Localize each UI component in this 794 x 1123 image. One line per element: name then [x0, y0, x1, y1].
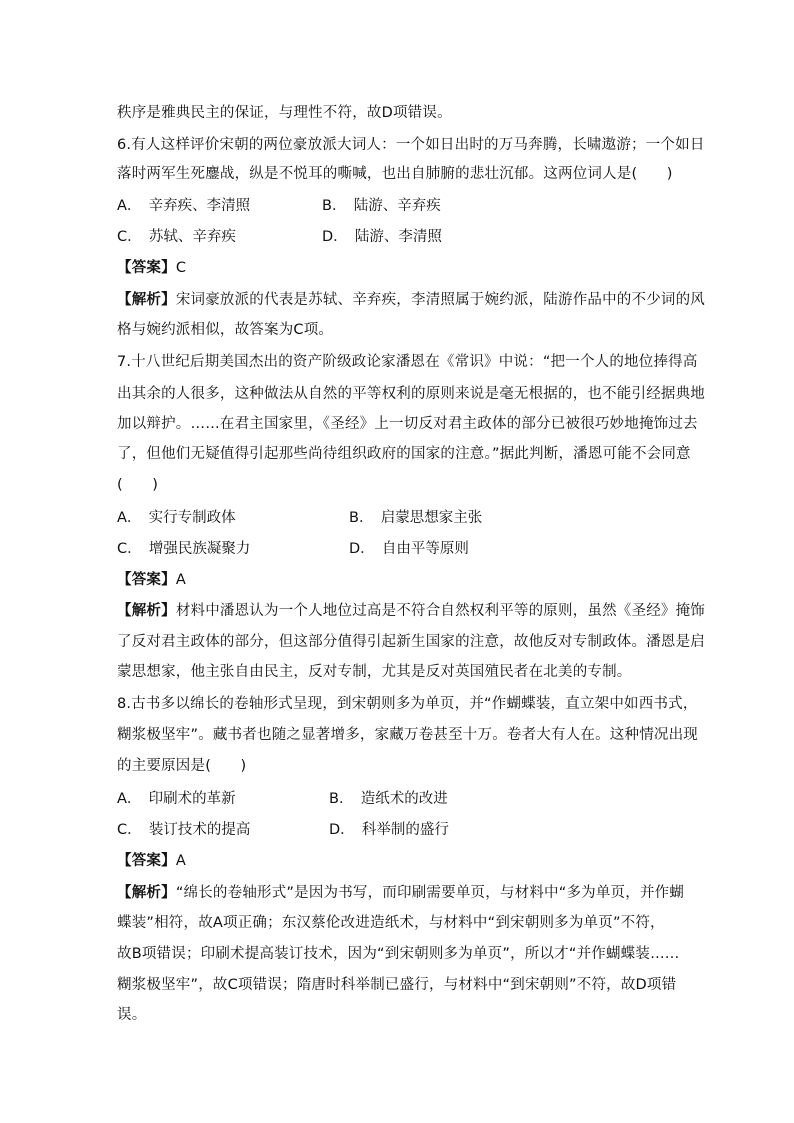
q8-analysis-line-5: 误。: [117, 1007, 147, 1023]
q7-option-b: B． 启蒙思想家主张: [349, 510, 483, 526]
answer-value: C: [175, 260, 187, 276]
q7-analysis-line-3: 蒙思想家，他主张自由民主，反对专制，尤其是反对英国殖民者在北美的专制。: [117, 664, 632, 680]
q7-answer: [117, 570, 186, 590]
q6-answer: [117, 258, 186, 278]
q6-stem-line-1: 6.有人这样评价宋朝的两位豪放派大词人：一个如日出时的万马奔腾，长啸遨游；一个如日: [117, 137, 705, 153]
q8-analysis-line-3: 故B项错误；印刷术提高装订技术，因为“到宋朝则多为单页”，所以才“并作蝴蝶装……: [117, 946, 680, 962]
q6-option-b: B． 陆游、辛弃疾: [322, 198, 441, 214]
q7-stem-line-2: 出其余的人很多，这种做法从自然的平等权利的原则来说是毫无根据的，也不能引经据典地: [117, 386, 705, 402]
analysis-tag: 【解析】: [117, 292, 176, 308]
answer-tag: 【答案】: [117, 853, 176, 869]
q6-option-a: A． 辛弃疾、李清照: [117, 198, 251, 214]
q8-stem-line-2: 糊浆极坚牢”。藏书者也随之显著增多，家藏万卷甚至十万。卷者大有人在。这种情况出现: [117, 727, 699, 743]
q7-analysis-line-1: [117, 601, 705, 621]
answer-value: A: [175, 572, 186, 588]
q8-option-b: B． 造纸术的改进: [329, 791, 448, 807]
q8-stem-line-3: 的主要原因是( ): [117, 758, 247, 774]
q7-option-a: A． 实行专制政体: [117, 510, 236, 526]
analysis-tag: 【解析】: [117, 603, 176, 619]
answer-tag: 【答案】: [117, 260, 176, 276]
analysis-text: 材料中潘恩认为一个人地位过高是不符合自然权利平等的原则，虽然《圣经》掩饰: [175, 603, 706, 619]
analysis-text: 宋词豪放派的代表是苏轼、辛弃疾，李清照属于婉约派，陆游作品中的不少词的风: [175, 292, 706, 308]
q7-analysis-line-2: 了反对君主政体的部分，但这部分值得引起新生国家的注意，故他反对专制政体。潘恩是启: [117, 634, 705, 650]
q6-option-d: D． 陆游、李清照: [322, 229, 442, 245]
q8-option-a: A． 印刷术的革新: [117, 791, 236, 807]
answer-tag: 【答案】: [117, 572, 176, 588]
q6-stem-line-2: 落时两军生死鏖战，纵是不悦耳的嘶喊，也出自肺腑的悲壮沉郁。这两位词人是( ): [117, 166, 673, 182]
q7-option-c: C． 增强民族凝聚力: [117, 541, 251, 557]
q8-option-c: C． 装订技术的提高: [117, 822, 251, 838]
q8-option-d: D． 科举制的盛行: [329, 822, 449, 838]
q7-stem-line-4: 了，但他们无疑值得引起那些尚待组织政府的国家的注意。”据此判断，潘恩可能不会同意: [117, 446, 691, 462]
q8-stem-line-1: 8.古书多以绵长的卷轴形式呈现，到宋朝则多为单页，并“作蝴蝶装，直立架中如西书式，: [117, 696, 698, 712]
q7-stem-line-3: 加以辩护。……在君主国家里，《圣经》上一切反对君主政体的部分已被很巧妙地掩饰过去: [117, 416, 698, 432]
answer-value: A: [175, 853, 186, 869]
q7-stem-line-5: ( ): [117, 477, 159, 493]
q8-answer: [117, 851, 186, 871]
q6-analysis-line-2: 格与婉约派相似，故答案为C项。: [117, 322, 334, 338]
q7-stem-line-1: 7.十八世纪后期美国杰出的资产阶级政论家潘恩在《常识》中说：“把一个人的地位捧得高: [117, 354, 698, 370]
q8-analysis-line-4: 糊浆极坚牢”，故C项错误；隋唐时科举制已盛行，与材料中“到宋朝则”不符，故D项错: [117, 977, 677, 993]
q8-analysis-line-2: 蝶装”相符，故A项正确；东汉蔡伦改进造纸术，与材料中“到宋朝则多为单页”不符，: [117, 915, 665, 931]
q6-option-c: C． 苏轼、辛弃疾: [117, 229, 236, 245]
q7-option-d: D． 自由平等原则: [349, 541, 469, 557]
carryover-line: 秩序是雅典民主的保证，与理性不符，故D项错误。: [117, 105, 452, 121]
q8-analysis-line-1: [117, 883, 684, 903]
analysis-text: “绵长的卷轴形式”是因为书写，而印刷需要单页，与材料中“多为单页，并作蝴: [175, 885, 685, 901]
analysis-tag: 【解析】: [117, 885, 176, 901]
q6-analysis-line-1: [117, 290, 705, 310]
